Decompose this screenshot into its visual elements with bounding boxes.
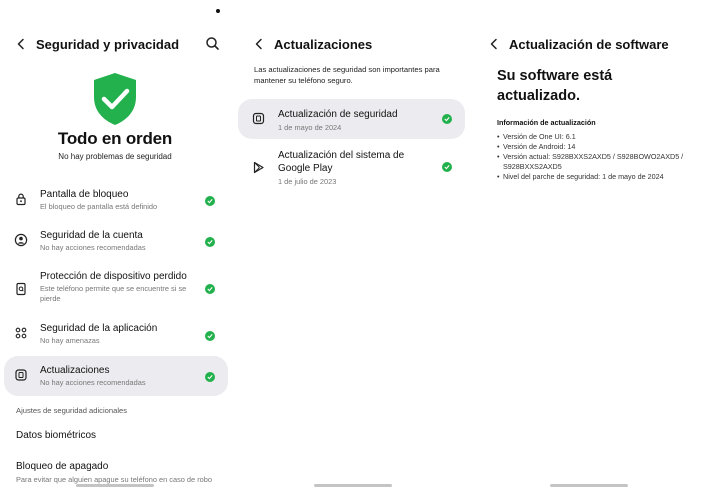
lock-icon [14,192,28,206]
list-item-lock-screen[interactable] [4,188,228,222]
list-item-app-security[interactable] [4,322,228,356]
list-item-desc: El bloqueo de pantalla está definido [40,202,158,211]
page-title: Seguridad y privacidad [36,36,180,52]
update-info-heading: Información de actualización [497,118,596,127]
info-android-version: • Versión de Android: 14 [497,142,702,152]
list-item-desc: No hay acciones recomendadas [40,378,146,387]
back-button[interactable] [250,35,268,53]
update-date: 1 de julio de 2023 [278,177,337,186]
power-lock-desc: Para evitar que alguien apague su teléfono en caso de robo [16,475,212,484]
list-item-updates[interactable] [4,356,228,396]
list-item-title: Actualizaciones [40,365,110,376]
page-title: Actualización de software [509,36,669,52]
google-play-update-item[interactable] [238,143,465,191]
search-button[interactable] [204,35,222,53]
apps-icon [14,326,28,340]
status-title: Todo en orden [57,129,173,148]
back-arrow-icon [15,38,27,50]
list-item-desc: No hay amenazas [40,336,100,345]
status-check-icon [442,162,452,172]
info-one-ui-version: • Versión de One UI: 6.1 [497,132,702,142]
security-update-icon [252,112,265,125]
status-check-icon [205,196,215,206]
updates-icon [14,368,28,382]
camera-dot [216,9,220,13]
list-item-desc: Este teléfono permite que se encuentre si se pierde [40,284,187,303]
gesture-bar [550,484,628,487]
gesture-bar [314,484,392,487]
google-play-icon [252,161,265,174]
update-date: 1 de mayo de 2024 [278,123,342,132]
header [236,32,472,56]
update-title: Actualización del sistema de Google Play [278,150,405,174]
list-item-lost-device-protection[interactable] [4,270,228,312]
software-status-title: Su software está actualizado. [497,68,613,104]
list-item-account-security[interactable] [4,229,228,263]
info-security-patch: • Nivel del parche de seguridad: 1 de mayo de 2024 [497,172,702,182]
list-item-title: Seguridad de la aplicación [40,323,158,334]
list-item-title: Protección de dispositivo perdido [40,271,187,282]
header [0,32,236,56]
status-check-icon [205,331,215,341]
status-check-icon [205,237,215,247]
list-item-desc: No hay acciones recomendadas [40,243,146,252]
status-check-icon [442,114,452,124]
page-title: Actualizaciones [274,36,373,52]
back-button[interactable] [12,35,30,53]
account-icon [14,233,28,247]
list-item-title: Pantalla de bloqueo [40,189,129,200]
search-icon [204,35,222,53]
security-update-item[interactable] [238,99,465,139]
updates-screen [236,0,472,493]
update-title: Actualización de seguridad [278,109,398,120]
status-check-icon [205,284,215,294]
gesture-bar [76,484,154,487]
section-label-additional: Ajustes de seguridad adicionales [16,406,128,415]
software-update-screen [472,0,705,493]
intro-text: Las actualizaciones de seguridad son importantes para mantener su teléfono seguro. [254,65,440,85]
security-privacy-screen [0,0,236,493]
lost-device-icon [14,282,28,296]
shield-check-icon [92,72,138,126]
back-arrow-icon [488,38,500,50]
back-arrow-icon [253,38,265,50]
update-info-list [497,132,702,182]
biometrics-item[interactable]: Datos biométricos [16,430,97,441]
status-check-icon [205,372,215,382]
status-subtitle: No hay problemas de seguridad [58,152,172,161]
back-button[interactable] [485,35,503,53]
header [472,32,705,56]
power-lock-item[interactable]: Bloqueo de apagado [16,461,109,472]
list-item-title: Seguridad de la cuenta [40,230,143,241]
info-current-version: • Versión actual: S928BXXS2AXD5 / S928BOWO2AXD5 / S928BXXS2AXD5 [497,152,702,172]
